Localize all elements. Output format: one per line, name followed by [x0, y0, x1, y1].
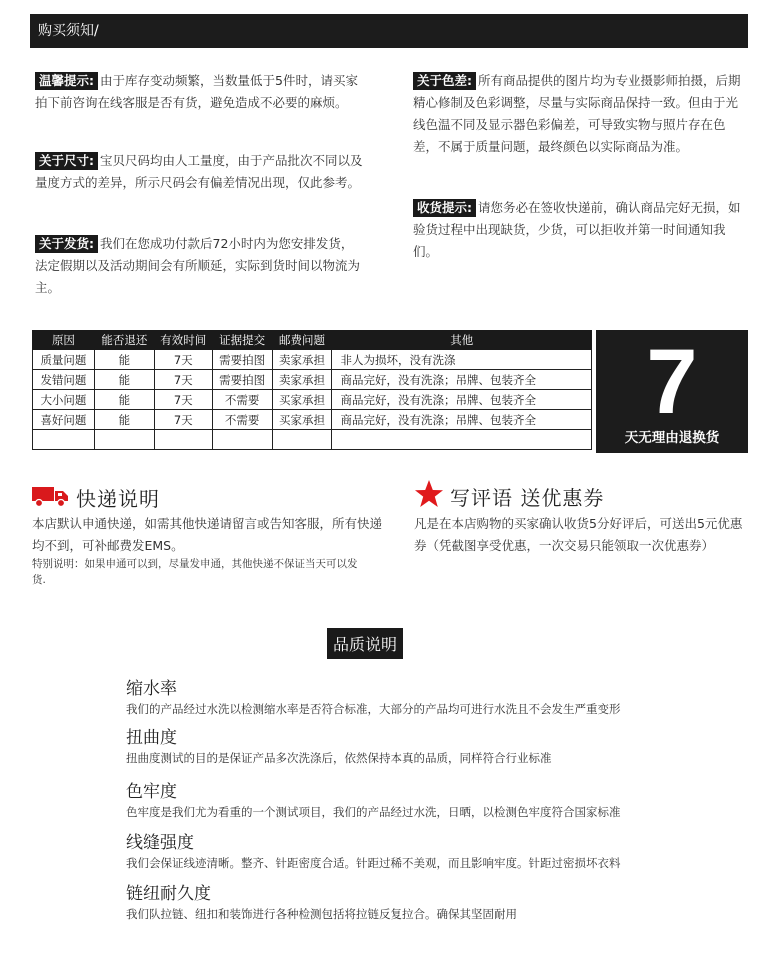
table-cell: 不需要 — [212, 410, 272, 430]
quality-item — [126, 727, 552, 767]
quality-item — [126, 883, 517, 923]
table-row — [33, 410, 592, 430]
quality-item-title: 链纽耐久度 — [126, 884, 211, 904]
table-cell: 7天 — [154, 410, 212, 430]
quality-title: 品质说明 — [327, 628, 403, 659]
quality-item — [126, 781, 621, 821]
express-text: 本店默认申通快递，如需其他快递请留言或告知客服，所有快递均不到，可补邮费发EMS。 — [32, 516, 383, 553]
policy-table — [32, 330, 592, 450]
table-header: 有效时间 — [154, 331, 212, 350]
notice-warm — [35, 70, 365, 114]
notice-receipt-text: 请您务必在签收快递前，确认商品完好无损，如验货过程中出现缺货，少货，可以拒收并第一时间通知我们。 — [413, 200, 741, 259]
table-cell — [272, 430, 332, 450]
table-cell: 非人为损坏，没有洗涤 — [332, 350, 592, 370]
table-cell: 能 — [94, 390, 154, 410]
table-cell: 7天 — [154, 370, 212, 390]
review-title: 写评语 送优惠券 — [450, 485, 605, 510]
table-cell — [332, 430, 592, 450]
table-row — [33, 430, 592, 450]
table-cell: 买家承担 — [272, 390, 332, 410]
table-cell: 能 — [94, 410, 154, 430]
table-cell: 商品完好，没有洗涤；吊牌、包装齐全 — [332, 390, 592, 410]
notice-color — [413, 70, 745, 158]
table-cell: 卖家承担 — [272, 350, 332, 370]
notice-receipt — [413, 197, 745, 263]
review-heading — [414, 479, 604, 513]
express-note: 特别说明：如果申通可以到，尽量发申通，其他快递不保证当天可以发货. — [32, 558, 358, 586]
table-cell: 商品完好，没有洗涤；吊牌、包装齐全 — [332, 410, 592, 430]
seven-day-number: 7 — [646, 331, 698, 433]
table-cell: 7天 — [154, 350, 212, 370]
table-cell: 能 — [94, 350, 154, 370]
truck-icon — [32, 484, 70, 512]
notice-warm-tag: 温馨提示: — [35, 72, 98, 90]
table-cell: 能 — [94, 370, 154, 390]
notice-size-text: 宝贝尺码均由人工量度，由于产品批次不同以及量度方式的差异，所示尺码会有偏差情况出现，仅此参考。 — [35, 153, 363, 190]
notice-warm-text: 由于库存变动频繁，当数量低于5件时，请买家拍下前咨询在线客服是否有货，避免造成不必要的麻烦。 — [35, 73, 358, 110]
notice-color-text: 所有商品提供的图片均为专业摄影师拍摄，后期精心修制及色彩调整，尽量与实际商品保持一致。但由于光线色温不同及显示器色彩偏差，可导致实物与照片存在色差，不属于质量问题，最终颜色以实际商品为准。 — [413, 73, 741, 154]
notice-shipping-text: 我们在您成功付款后72小时内为您安排发货，法定假期以及活动期间会有所顺延，实际到货时间以物流为主。 — [35, 236, 361, 295]
quality-item-desc: 我们会保证线迹清晰。整齐、针距密度合适。针距过稀不美观，而且影响牢度。针距过密损坏衣料 — [126, 856, 621, 870]
notice-shipping — [35, 233, 365, 299]
table-cell — [33, 430, 95, 450]
quality-item-title: 色牢度 — [126, 782, 177, 802]
quality-item — [126, 678, 621, 718]
quality-item-desc: 色牢度是我们尤为看重的一个测试项目，我们的产品经过水洗，日晒，以检测色牢度符合国家标准 — [126, 805, 621, 819]
table-cell: 大小问题 — [33, 390, 95, 410]
star-icon — [414, 479, 444, 513]
table-header: 其他 — [332, 331, 592, 350]
table-cell: 发错问题 — [33, 370, 95, 390]
table-row — [33, 350, 592, 370]
table-cell: 卖家承担 — [272, 370, 332, 390]
quality-item-desc: 扭曲度测试的目的是保证产品多次洗涤后，依然保持本真的品质，同样符合行业标准 — [126, 751, 552, 765]
seven-day-return-badge — [596, 330, 748, 453]
quality-item-desc: 我们队拉链、纽扣和装饰进行各种检测包括将拉链反复拉合。确保其坚固耐用 — [126, 907, 517, 921]
header-title: 购买须知/ — [38, 23, 99, 39]
seven-day-caption: 天无理由退换货 — [624, 430, 720, 446]
table-cell: 7天 — [154, 390, 212, 410]
review-text: 凡是在本店购物的买家确认收货5分好评后，可送出5元优惠券（凭截图享受优惠，一次交易只能领取一次优惠券） — [414, 516, 743, 553]
header-bar — [30, 14, 748, 48]
quality-item-desc: 我们的产品经过水洗以检测缩水率是否符合标准，大部分的产品均可进行水洗且不会发生严重变形 — [126, 702, 621, 716]
table-header: 证据提交 — [212, 331, 272, 350]
table-cell: 喜好问题 — [33, 410, 95, 430]
table-header: 原因 — [33, 331, 95, 350]
table-row — [33, 390, 592, 410]
table-cell: 买家承担 — [272, 410, 332, 430]
notice-size — [35, 150, 365, 194]
table-header: 邮费问题 — [272, 331, 332, 350]
quality-item-title: 缩水率 — [126, 679, 177, 699]
table-row — [33, 370, 592, 390]
table-header-row — [33, 331, 592, 350]
table-cell: 不需要 — [212, 390, 272, 410]
express-title: 快递说明 — [76, 487, 160, 511]
notice-color-tag: 关于色差: — [413, 72, 476, 90]
table-header: 能否退还 — [94, 331, 154, 350]
table-cell: 质量问题 — [33, 350, 95, 370]
express-heading — [32, 483, 160, 512]
notice-receipt-tag: 收货提示: — [413, 199, 476, 217]
notice-shipping-tag: 关于发货: — [35, 235, 98, 253]
table-cell — [94, 430, 154, 450]
table-cell: 需要拍图 — [212, 350, 272, 370]
table-cell: 商品完好，没有洗涤；吊牌、包装齐全 — [332, 370, 592, 390]
table-cell — [212, 430, 272, 450]
quality-item-title: 扭曲度 — [126, 728, 177, 748]
table-cell — [154, 430, 212, 450]
quality-item — [126, 832, 621, 872]
quality-item-title: 线缝强度 — [126, 833, 194, 853]
table-cell: 需要拍图 — [212, 370, 272, 390]
notice-size-tag: 关于尺寸: — [35, 152, 98, 170]
